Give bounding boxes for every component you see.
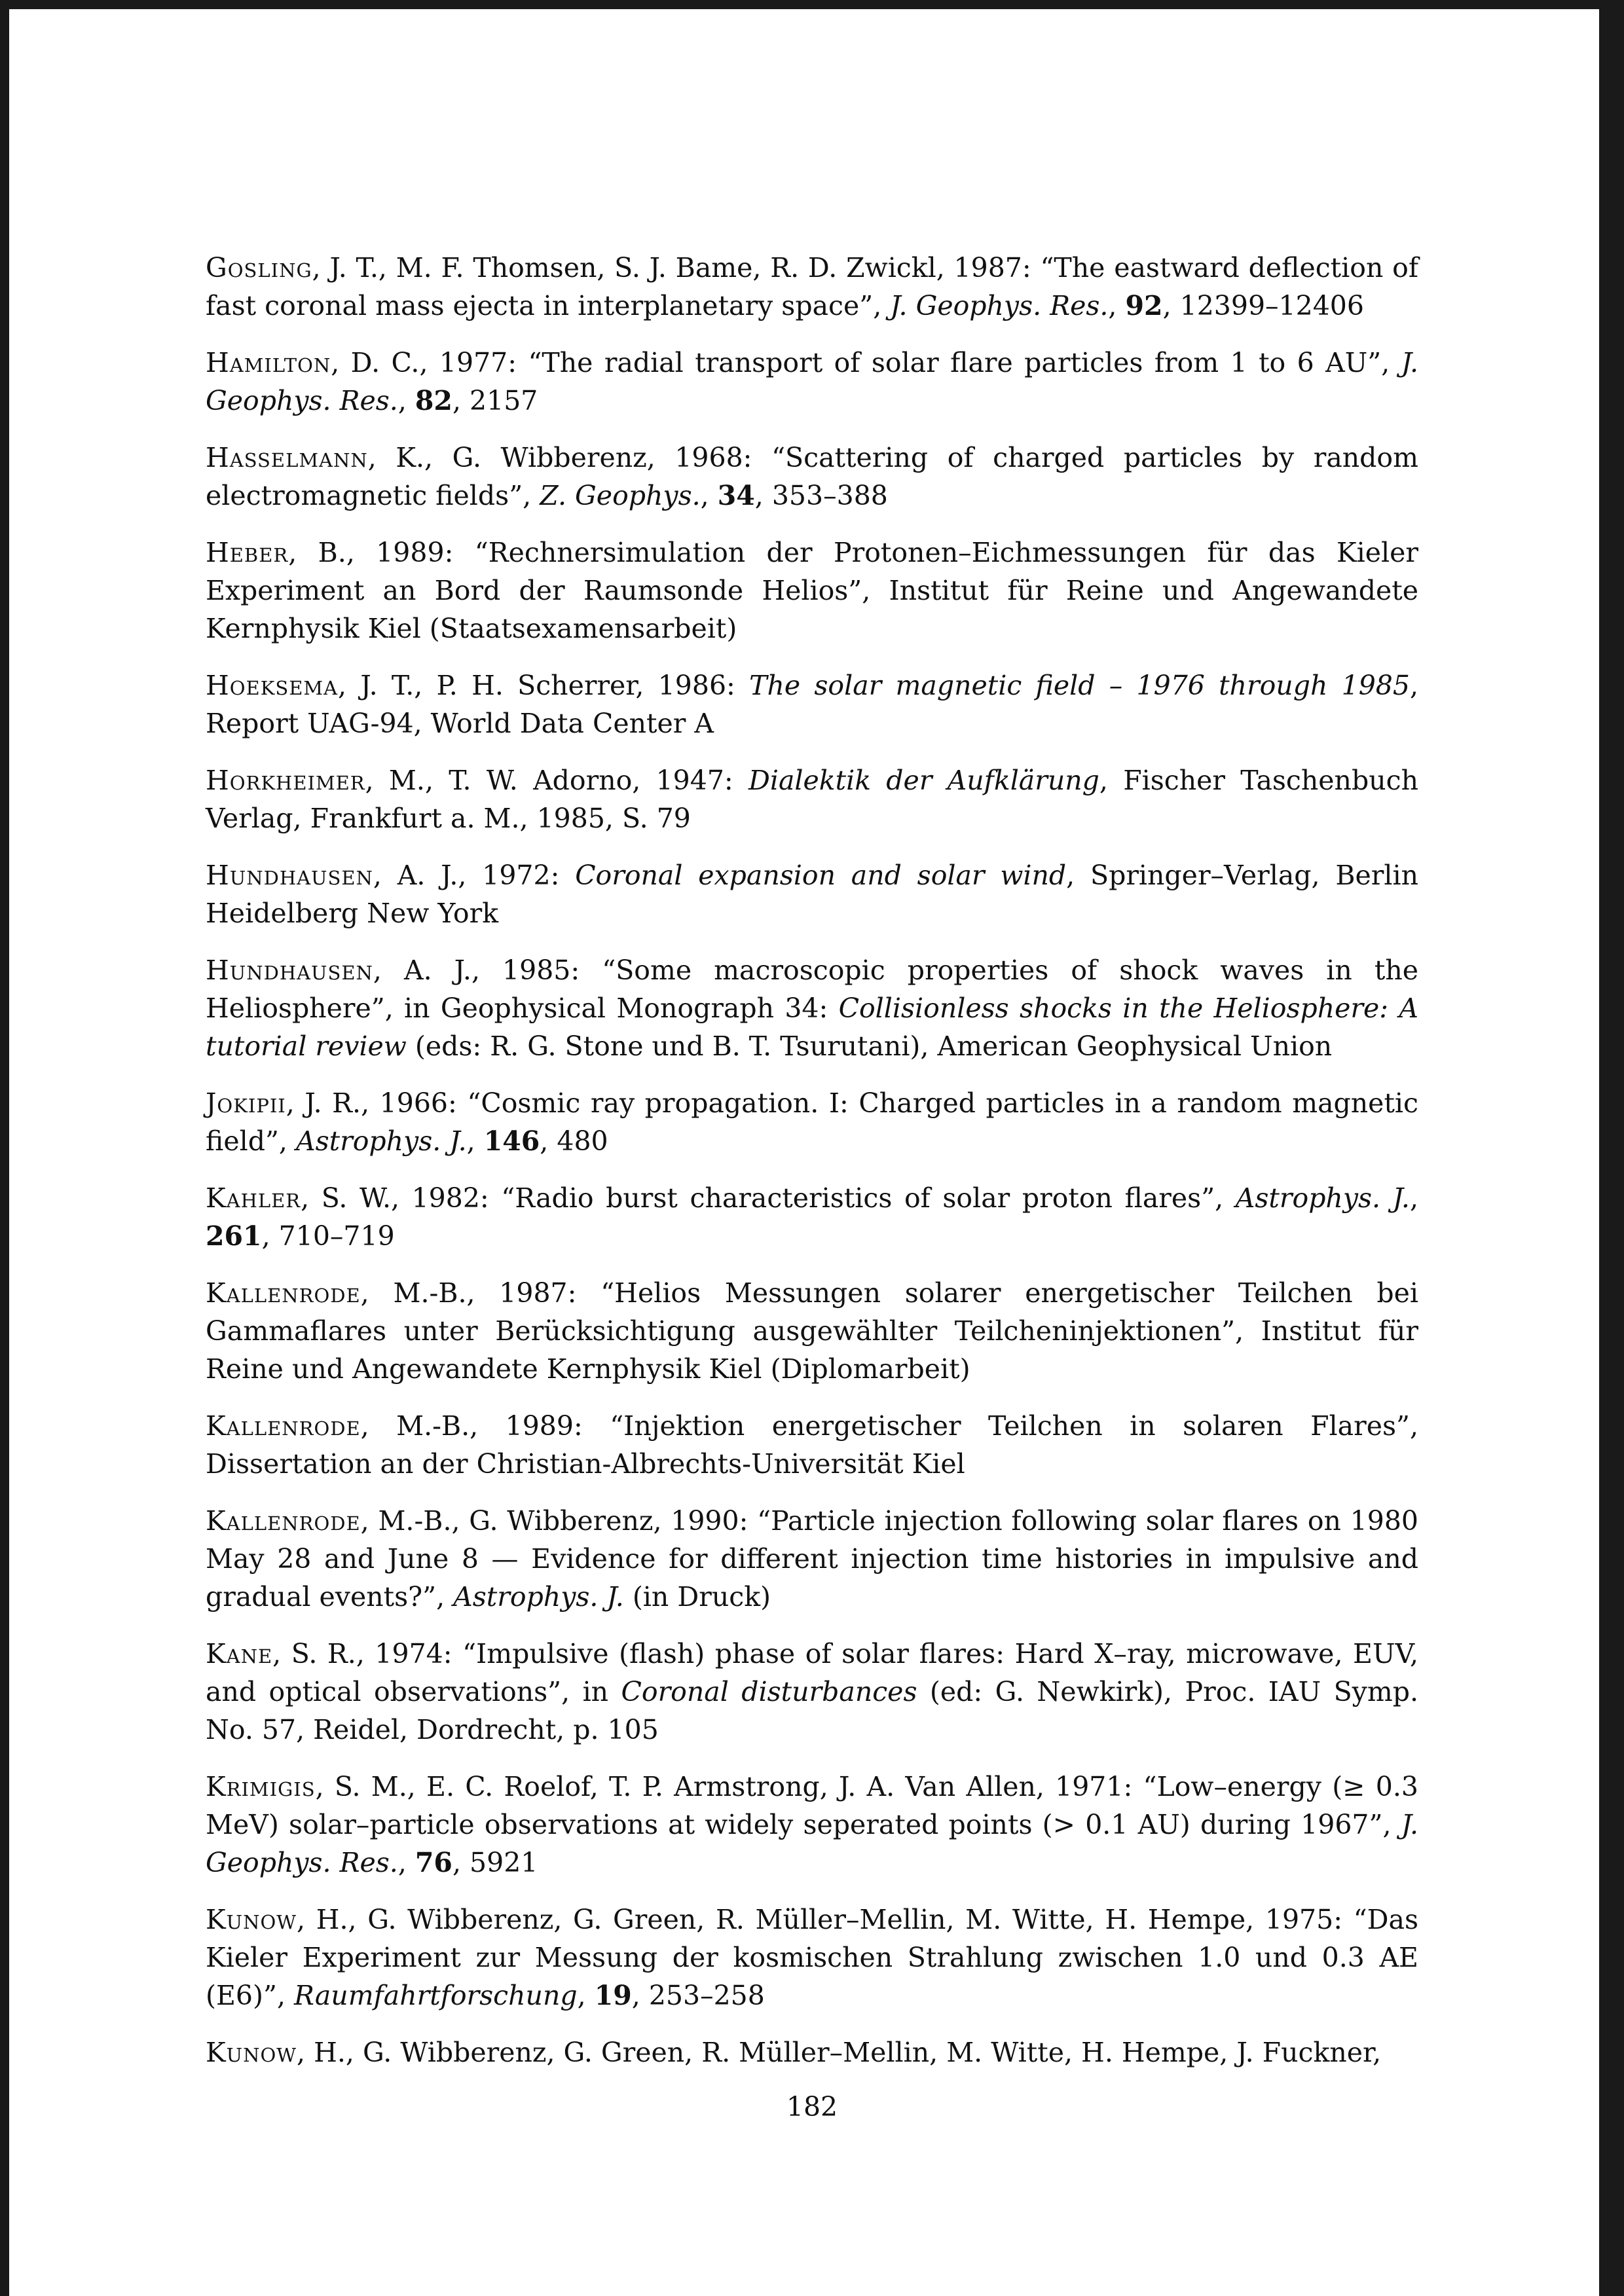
reference-text: , D. C., 1977: “The radial transport of solar flare particles from 1 to 6 AU”, — [331, 347, 1401, 378]
reference-entry — [206, 761, 1418, 837]
reference-list — [206, 249, 1418, 2090]
reference-text: , S. R., 1974: “Impulsive (flash) phase of solar flares: Hard X–ray, microwave, EUV, and optical observations”, in — [206, 1638, 1418, 1707]
reference-text: , M.-B., 1987: “Helios Messungen solarer energetischer Teilchen bei Gammaflares unter Berücksichtigung ausgewählter Teilcheninjektionen”, Institut für Reine und Angewandete Kernphysik Kiel (Diplomarbeit) — [206, 1277, 1418, 1385]
reference-journal: Astrophys. J. — [453, 1581, 624, 1613]
reference-text: , J. T., M. F. Thomsen, S. J. Bame, R. D. Zwickl, 1987: “The eastward deflection of fast coronal mass ejecta in interplanetary space”, — [206, 252, 1418, 321]
reference-author: Hundhausen — [206, 860, 373, 891]
reference-journal: J. Geophys. Res. — [206, 347, 1418, 416]
reference-volume: 76 — [415, 1847, 452, 1878]
reference-author: Kallenrode — [206, 1505, 361, 1537]
scan-border-top — [0, 0, 1624, 9]
reference-text: , 5921 — [452, 1847, 538, 1878]
reference-author: Heber — [206, 537, 289, 568]
reference-author: Hasselmann — [206, 442, 368, 473]
reference-entry — [206, 1407, 1418, 1483]
reference-text: , Fischer Taschenbuch Verlag, Frankfurt a. M., 1985, S. 79 — [206, 765, 1418, 834]
reference-volume: 34 — [717, 480, 755, 511]
reference-entry — [206, 1179, 1418, 1255]
reference-entry — [206, 344, 1418, 420]
reference-author: Hamilton — [206, 347, 331, 378]
reference-entry — [206, 2033, 1418, 2071]
reference-text: , J. T., P. H. Scherrer, 1986: — [338, 670, 750, 701]
reference-volume: 82 — [415, 385, 452, 416]
reference-text: , S. M., E. C. Roelof, T. P. Armstrong, J. A. Van Allen, 1971: “Low–energy (≥ 0.3 MeV) solar–particle observations at widely seperated points (> 0.1 AU) during 1967”, — [206, 1771, 1418, 1840]
reference-author: Gosling — [206, 252, 312, 283]
reference-entry — [206, 1274, 1418, 1388]
page-number: 182 — [786, 2091, 838, 2123]
reference-journal: Raumfahrtforschung — [294, 1980, 578, 2011]
reference-text: , M.-B., 1989: “Injektion energetischer Teilchen in solaren Flares”, Dissertation an der Christian-Albrechts-Universität Kiel — [206, 1410, 1418, 1480]
reference-author: Kane — [206, 1638, 273, 1669]
reference-author: Horkheimer — [206, 765, 365, 796]
reference-title: Dialektik der Aufklärung — [748, 765, 1099, 796]
reference-text: , 480 — [540, 1125, 608, 1157]
reference-journal: Astrophys. J. — [1235, 1182, 1410, 1214]
reference-author: Kunow — [206, 2037, 297, 2068]
reference-volume: 19 — [594, 1980, 632, 2011]
scan-border-right — [1599, 0, 1624, 2296]
reference-entry — [206, 666, 1418, 742]
reference-text: (eds: R. G. Stone und B. T. Tsurutani), American Geophysical Union — [406, 1030, 1333, 1062]
reference-text: , K., G. Wibberenz, 1968: “Scattering of charged particles by random electromagnetic fields”, — [206, 442, 1418, 511]
reference-entry — [206, 1502, 1418, 1616]
reference-entry — [206, 1084, 1418, 1160]
reference-journal: Astrophys. J. — [296, 1125, 467, 1157]
reference-entry — [206, 439, 1418, 515]
reference-entry — [206, 1768, 1418, 1882]
reference-author: Kallenrode — [206, 1410, 361, 1442]
reference-text: , — [397, 1847, 415, 1878]
reference-text: (ed: G. Newkirk), Proc. IAU Symp. No. 57, Reidel, Dordrecht, p. 105 — [206, 1676, 1418, 1745]
reference-text: (in Druck) — [623, 1581, 771, 1613]
reference-text: , — [700, 480, 718, 511]
reference-volume: 146 — [483, 1125, 540, 1157]
reference-journal: J. Geophys. Res. — [890, 290, 1109, 321]
reference-text: , A. J., 1985: “Some macroscopic properties of shock waves in the Heliosphere”, in Geophysical Monograph 34: — [206, 955, 1418, 1024]
reference-author: Jokipii — [206, 1087, 286, 1119]
reference-journal: Z. Geophys. — [540, 480, 701, 511]
reference-author: Kallenrode — [206, 1277, 361, 1309]
reference-text: , Springer–Verlag, Berlin Heidelberg New York — [206, 860, 1418, 929]
reference-author: Hundhausen — [206, 955, 373, 986]
reference-text: , M.-B., G. Wibberenz, 1990: “Particle injection following solar flares on 1980 May 28 and June 8 — Evidence for different injection time histories in impulsive and gradual events?”, — [206, 1505, 1418, 1613]
reference-title: The solar magnetic field – 1976 through 1985 — [749, 670, 1410, 701]
reference-title: Collisionless shocks in the Heliosphere: A tutorial review — [206, 993, 1418, 1062]
reference-text: , A. J., 1972: — [373, 860, 576, 891]
reference-volume: 261 — [206, 1220, 262, 1252]
reference-text: , H., G. Wibberenz, G. Green, R. Müller–Mellin, M. Witte, H. Hempe, 1975: “Das Kieler Experiment zur Messung der kosmischen Strahlung zwischen 1.0 und 0.3 AE (E6)”, — [206, 1904, 1418, 2011]
reference-title: Coronal expansion and solar wind — [575, 860, 1067, 891]
reference-text: , 710–719 — [261, 1220, 395, 1252]
reference-text: , — [1108, 290, 1126, 321]
reference-author: Hoeksema — [206, 670, 339, 701]
reference-text: , 2157 — [452, 385, 538, 416]
scan-border-left — [0, 0, 9, 2296]
reference-text: , — [577, 1980, 595, 2011]
reference-text: , B., 1989: “Rechnersimulation der Protonen–Eichmessungen für das Kieler Experiment an Bord der Raumsonde Helios”, Institut für Reine und Angewandete Kernphysik Kiel (Staatsexamensarbeit) — [206, 537, 1418, 644]
reference-author: Kunow — [206, 1904, 297, 1935]
reference-text: , Report UAG-94, World Data Center A — [206, 670, 1418, 739]
reference-entry — [206, 856, 1418, 932]
reference-entry — [206, 249, 1418, 325]
reference-text: , M., T. W. Adorno, 1947: — [365, 765, 748, 796]
reference-volume: 92 — [1125, 290, 1163, 321]
reference-author: Kahler — [206, 1182, 301, 1214]
reference-entry — [206, 1635, 1418, 1749]
reference-text: , J. R., 1966: “Cosmic ray propagation. I: Charged particles in a random magnetic field”, — [206, 1087, 1418, 1157]
reference-text: , — [1409, 1182, 1418, 1214]
reference-title: Coronal disturbances — [621, 1676, 917, 1707]
reference-text: , — [397, 385, 415, 416]
reference-text: , 353–388 — [754, 480, 888, 511]
reference-text: , 12399–12406 — [1162, 290, 1364, 321]
reference-journal: J. Geophys. Res. — [206, 1809, 1418, 1878]
reference-text: , 253–258 — [631, 1980, 765, 2011]
reference-entry — [206, 951, 1418, 1065]
reference-entry — [206, 534, 1418, 647]
reference-text: , — [466, 1125, 484, 1157]
reference-author: Krimigis — [206, 1771, 316, 1802]
reference-text: , S. W., 1982: “Radio burst characteristics of solar proton flares”, — [301, 1182, 1236, 1214]
reference-text: , H., G. Wibberenz, G. Green, R. Müller–Mellin, M. Witte, H. Hempe, J. Fuckner, — [297, 2037, 1382, 2068]
reference-entry — [206, 1901, 1418, 2014]
